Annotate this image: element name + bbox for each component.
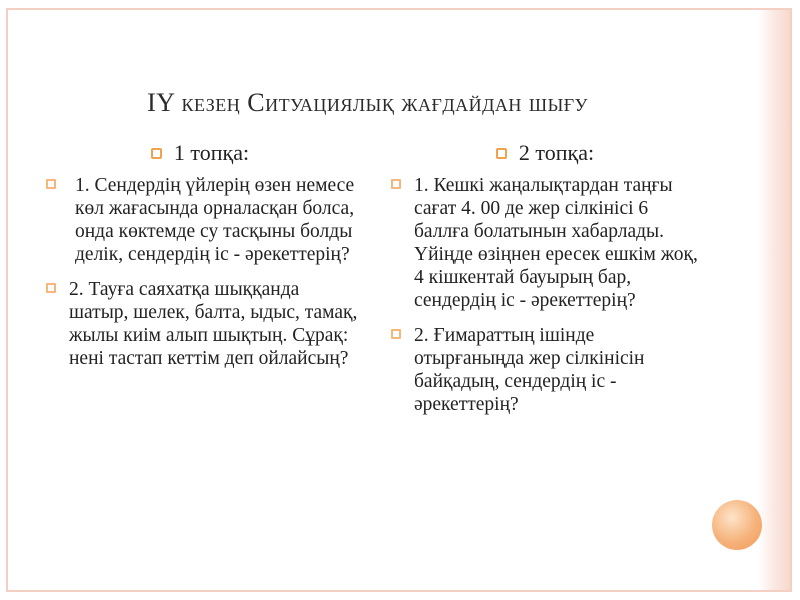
square-bullet-icon bbox=[391, 329, 401, 339]
square-bullet-icon bbox=[46, 179, 56, 189]
column-group-1 bbox=[40, 140, 360, 382]
group-2-heading-text: 2 топқа: bbox=[518, 140, 595, 165]
group-2-heading bbox=[385, 140, 705, 166]
list-item-text: 1. Сендердің үйлерің өзен немесе көл жағасында орналасқан болса, онда көктемде су тасқыны болды делік, сендердің іс - әрекеттерің? bbox=[75, 175, 355, 265]
list-item-text: 2. Ғимараттың ішінде отырғаныңда жер сілкінісін байқадың, сендердің іс - әрекеттерің? bbox=[414, 325, 645, 415]
column-group-2 bbox=[385, 140, 705, 428]
group-1-heading-text: 1 топқа: bbox=[173, 140, 250, 165]
frame-gradient-strip bbox=[758, 10, 790, 590]
list-item bbox=[385, 324, 705, 416]
group-1-heading bbox=[40, 140, 360, 166]
list-item bbox=[40, 174, 360, 266]
square-bullet-icon bbox=[496, 148, 507, 159]
square-bullet-icon bbox=[391, 179, 401, 189]
list-item bbox=[385, 174, 705, 312]
list-item bbox=[40, 278, 360, 370]
list-item-text: 2. Тауға саяхатқа шыққанда шатыр, шелек, балта, ыдыс, тамақ, жылы киім алып шықтың. Сұрақ: нені тастап кеттім деп ойлайсың? bbox=[69, 279, 358, 369]
square-bullet-icon bbox=[46, 283, 56, 293]
list-item-text: 1. Кешкі жаңалықтардан таңғы сағат 4. 00 де жер сілкінісі 6 баллға болатынын хабарлады. Үйіңде өзіңнен ересек ешкім жоқ, 4 кішкентай бауырың бар, сендердің іс - әрекеттерің? bbox=[414, 175, 698, 311]
square-bullet-icon bbox=[151, 148, 162, 159]
decorative-orb-icon bbox=[712, 500, 762, 550]
slide-title: IY кезең Ситуациялық жағдайдан шығу bbox=[147, 88, 588, 117]
